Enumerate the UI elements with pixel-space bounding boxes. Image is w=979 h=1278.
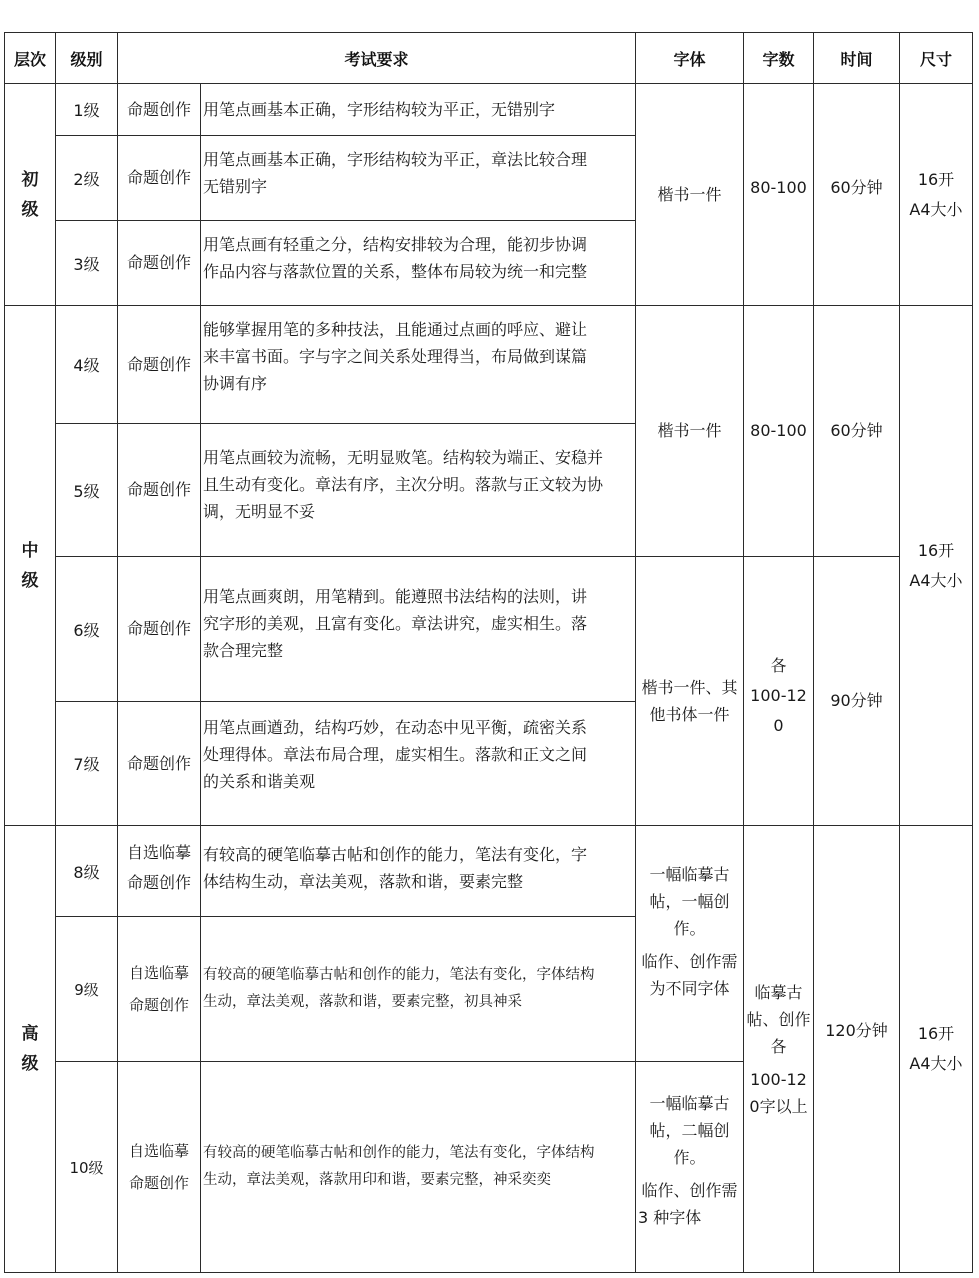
tier-label: 级 — [21, 570, 39, 591]
requirement-cell — [200, 556, 636, 702]
script-value: 临作、创作需 — [641, 1181, 738, 1200]
char-count-value: 帖、创作 — [746, 1009, 811, 1029]
size-value: 16开 — [917, 540, 955, 560]
requirement-line: 作品内容与落款位置的关系，整体布局较为统一和完整 — [203, 262, 588, 281]
requirement-line: 无错别字 — [203, 177, 268, 196]
tier-beginner — [4, 83, 56, 306]
requirement-line: 用笔点画有轻重之分，结构安排较为合理，能初步协调 — [203, 235, 588, 254]
level-cell: 10级 — [55, 1061, 118, 1273]
exam-type-label: 命题创作 — [126, 354, 191, 374]
tier-label: 中 — [21, 540, 39, 561]
exam-type-label: 命题创作 — [126, 753, 191, 773]
exam-type-label: 自选临摹 — [128, 964, 189, 982]
exam-type-label: 命题创作 — [126, 480, 191, 499]
requirement-line: 的关系和谐美观 — [203, 772, 316, 791]
size-value: A4大小 — [909, 1054, 963, 1073]
requirement-line: 处理得体。章法布局合理，虚实相生。落款和正文之间 — [203, 745, 588, 764]
exam-type-label: 命题创作 — [128, 1174, 189, 1192]
header-level: 级别 — [55, 32, 118, 84]
tier-label: 初 — [21, 169, 39, 190]
requirement-cell — [200, 825, 636, 917]
script-cell — [635, 825, 744, 1062]
requirement-line: 能够掌握用笔的多种技法，且能通过点画的呼应、避让 — [203, 320, 588, 339]
time-value: 60分钟 — [830, 421, 883, 440]
script-value: 帖，一幅创 — [649, 892, 730, 911]
exam-type-cell — [117, 135, 201, 221]
size-cell — [899, 83, 973, 306]
exam-type-label: 自选临摹 — [126, 843, 191, 862]
exam-type-label: 命题创作 — [126, 99, 191, 119]
exam-type-label: 命题创作 — [126, 168, 191, 187]
level-cell: 4级 — [55, 305, 118, 424]
level-cell: 2级 — [55, 135, 118, 221]
requirement-cell — [200, 135, 636, 221]
requirement-line: 用笔点画基本正确，字形结构较为平正，无错别字 — [203, 100, 556, 119]
char-count-value: 100-12 — [750, 1069, 807, 1089]
script-cell — [635, 83, 744, 306]
level-cell: 9级 — [55, 916, 118, 1062]
requirement-line: 且生动有变化。章法有序，主次分明。落款与正文较为协 — [203, 475, 604, 494]
tier-label: 级 — [21, 199, 39, 220]
char-count-value: 100-12 — [750, 686, 807, 705]
char-count-cell — [743, 825, 814, 1273]
requirement-line: 生动，章法美观，落款和谐，要素完整，初具神采 — [203, 994, 522, 1010]
char-count-cell — [743, 83, 814, 306]
script-value: 作。 — [673, 1148, 706, 1167]
size-cell — [899, 825, 973, 1273]
script-value: 楷书一件、其 — [641, 678, 738, 697]
header-script: 字体 — [635, 32, 744, 84]
requirement-line: 体结构生动，章法美观，落款和谐，要素完整 — [203, 872, 524, 891]
requirement-cell — [200, 305, 636, 424]
script-value: 3 种字体 — [638, 1208, 702, 1227]
level-cell: 5级 — [55, 423, 118, 557]
script-value: 他书体一件 — [649, 705, 730, 724]
script-value: 楷书一件 — [657, 184, 722, 204]
exam-type-label: 命题创作 — [126, 619, 191, 638]
requirement-cell — [200, 1061, 636, 1273]
char-count-value: 80-100 — [750, 177, 807, 197]
size-value: A4大小 — [909, 570, 963, 590]
char-count-value: 各 — [770, 1036, 787, 1056]
level-cell: 8级 — [55, 825, 118, 917]
header-time: 时间 — [813, 32, 900, 84]
header-size: 尺寸 — [899, 32, 973, 84]
script-value: 帖，二幅创 — [649, 1121, 730, 1140]
level-cell: 1级 — [55, 83, 118, 136]
exam-type-label: 命题创作 — [128, 996, 189, 1014]
exam-type-label: 命题创作 — [126, 873, 191, 892]
requirement-line: 有较高的硬笔临摹古帖和创作的能力，笔法有变化，字体结构 — [203, 967, 595, 983]
requirement-line: 来丰富书面。字与字之间关系处理得当，布局做到谋篇 — [203, 347, 588, 366]
time-cell — [813, 305, 900, 557]
size-value: 16开 — [917, 1024, 955, 1043]
requirement-line: 有较高的硬笔临摹古帖和创作的能力，笔法有变化，字 — [203, 845, 588, 864]
requirement-cell — [200, 83, 636, 136]
requirement-line: 生动，章法美观，落款用印和谐，要素完整，神采奕奕 — [203, 1172, 551, 1188]
requirement-cell — [200, 220, 636, 306]
requirement-line: 究字形的美观，且富有变化。章法讲究，虚实相生。落 — [203, 614, 588, 633]
tier-intermediate — [4, 305, 56, 826]
level-cell: 3级 — [55, 220, 118, 306]
script-cell — [635, 556, 744, 826]
exam-type-cell — [117, 916, 201, 1062]
exam-type-cell — [117, 556, 201, 702]
exam-type-cell — [117, 423, 201, 557]
exam-type-cell — [117, 1061, 201, 1273]
tier-advanced — [4, 825, 56, 1273]
requirement-cell — [200, 916, 636, 1062]
exam-type-cell — [117, 220, 201, 306]
script-value: 楷书一件 — [657, 421, 722, 440]
level-cell: 6级 — [55, 556, 118, 702]
requirement-line: 用笔点画基本正确，字形结构较为平正，章法比较合理 — [203, 150, 588, 169]
time-cell — [813, 825, 900, 1273]
char-count-value: 各 — [770, 656, 787, 675]
script-value: 一幅临摹古 — [649, 1094, 730, 1113]
size-cell — [899, 305, 973, 826]
script-value: 一幅临摹古 — [649, 865, 730, 884]
requirement-line: 协调有序 — [203, 374, 268, 393]
char-count-cell — [743, 556, 814, 826]
time-cell — [813, 83, 900, 306]
exam-type-cell — [117, 825, 201, 917]
char-count-value: 0字以上 — [749, 1096, 808, 1116]
header-tier: 层次 — [4, 32, 56, 84]
requirement-line: 用笔点画爽朗，用笔精到。能遵照书法结构的法则，讲 — [203, 587, 588, 606]
time-value: 120分钟 — [825, 1021, 888, 1040]
time-value: 90分钟 — [830, 691, 883, 710]
char-count-value: 80-100 — [750, 421, 807, 440]
requirement-cell — [200, 423, 636, 557]
requirement-line: 调，无明显不妥 — [203, 502, 316, 521]
exam-type-label: 命题创作 — [126, 253, 191, 272]
tier-label: 级 — [21, 1054, 39, 1074]
tier-label: 高 — [21, 1024, 39, 1044]
exam-type-cell — [117, 305, 201, 424]
char-count-value: 临摹古 — [754, 982, 803, 1002]
script-value: 为不同字体 — [649, 979, 730, 998]
exam-type-cell — [117, 83, 201, 136]
exam-type-label: 自选临摹 — [128, 1142, 189, 1160]
level-cell: 7级 — [55, 701, 118, 826]
script-value: 临作、创作需 — [641, 952, 738, 971]
char-count-value: 0 — [773, 716, 784, 735]
time-value: 60分钟 — [830, 177, 883, 197]
size-value: A4大小 — [909, 199, 963, 219]
header-char-count: 字数 — [743, 32, 814, 84]
time-cell — [813, 556, 900, 826]
requirement-line: 用笔点画较为流畅，无明显败笔。结构较为端正、安稳并 — [203, 448, 604, 467]
exam-type-cell — [117, 701, 201, 826]
requirement-cell — [200, 701, 636, 826]
script-cell — [635, 305, 744, 557]
header-requirement: 考试要求 — [117, 32, 636, 84]
char-count-cell — [743, 305, 814, 557]
script-cell — [635, 1061, 744, 1273]
requirement-line: 有较高的硬笔临摹古帖和创作的能力，笔法有变化，字体结构 — [203, 1145, 595, 1161]
requirement-line: 款合理完整 — [203, 641, 284, 660]
size-value: 16开 — [917, 169, 955, 189]
requirement-line: 用笔点画遒劲，结构巧妙，在动态中见平衡，疏密关系 — [203, 718, 588, 737]
script-value: 作。 — [673, 919, 706, 938]
